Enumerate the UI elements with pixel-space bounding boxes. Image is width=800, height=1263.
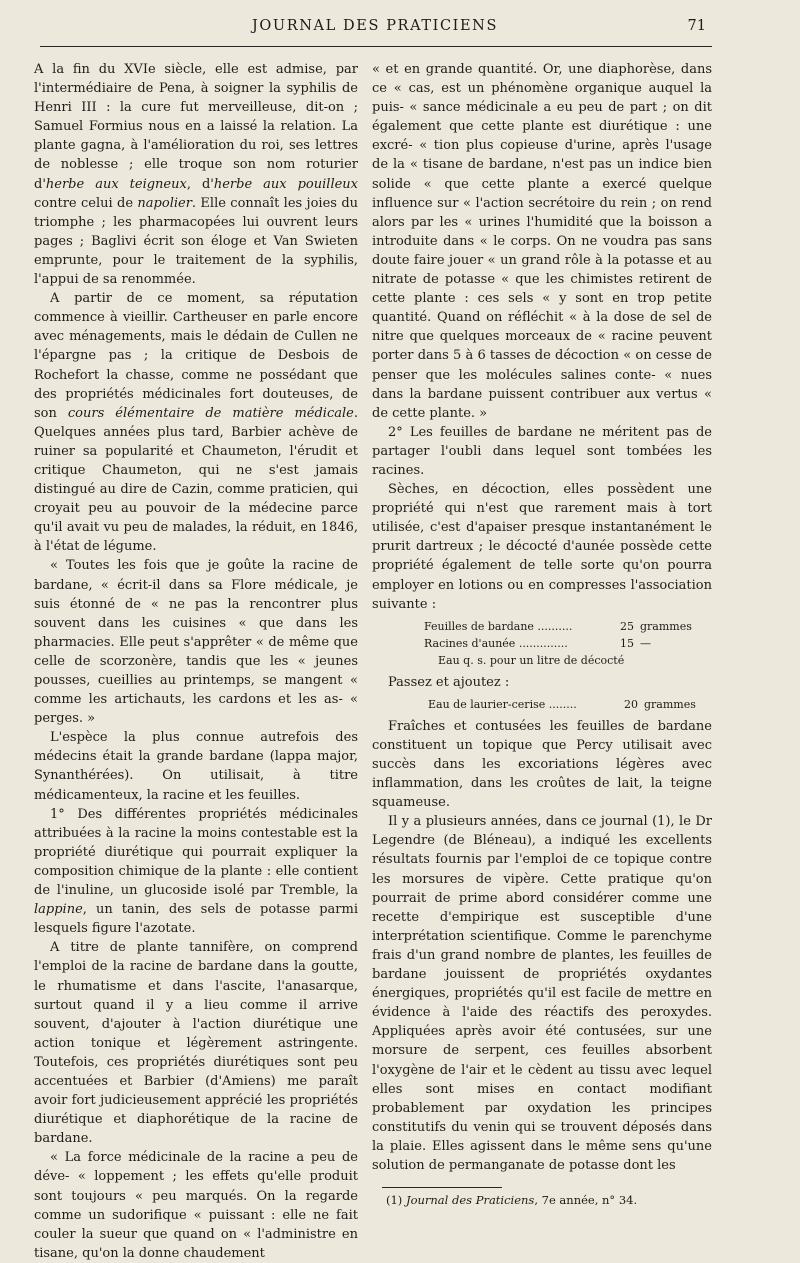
ingredient-unit: grammes [644,697,696,711]
text-run: , d' [186,176,214,192]
paragraph: 2° Les feuilles de bardane ne méritent pas de partager l'oubli dans lequel sont tombées les racines. [372,424,712,478]
quote-paragraph: « et en grande quantité. Or, une diaphorèse, dans ce « cas, est un phénomène organique auquel la puis- « sance médicinale a eu peu de part ; on dit également que cette plante est diurétique : une excré- « tion plus copieuse d'urine, après l'usage de la « tisane de bardane, n'est pas un indice bien solide « que cette plante a exercé quelque influence sur « l'action secrétoire du rein ; on rend alors par les « urines l'humidité que la boisson a introduite dans « le corps. On ne voudra pas sans doute faire jouer « un grand rôle à la potasse et au nitrate de potasse « que les chimistes retirent de cette plante : ces sels « y sont en trop petite quantité. Quand on réfléchit « à la dose de sel de nitre que quelques morceaux de « racine peuvent porter dans 5 à 6 tasses de décoction « on cesse de penser que les molécules salines conte- « nues dans la bardane puissent contribuer aux vertus « de cette plante. » [372,62,712,421]
recipe-row [372,618,712,635]
text-run: A partir de ce moment, sa réputation commence à vieillir. Cartheuser en parle encore avec ménagements, mais le dédain de Cullen ne l'épargne pas ; la critique de Desbois de Rochefort la chasse, comme ne possédant que des propriétés médicinales fort douteuses, de son [34,291,358,421]
recipe-row [372,635,712,652]
paragraph: A titre de plante tannifère, on comprend l'emploi de la racine de bardane dans la goutte, le rhumatisme et dans l'ascite, l'anasarque, surtout quand il y a lieu comme il arrive souvent, d'ajouter à l'action diurétique une action tonique et légèrement astringente. Toutefois, ces propriétés diurétiques sont peu accentuées et Barbier (d'Amiens) me paraît avoir fort judicieusement apprécié les propriétés diurétique et diaphorétique de la racine de bardane. [34,940,358,1147]
text-run: contre celui de [34,195,138,211]
ingredient-unit: grammes [640,619,692,633]
recipe-instruction: Passez et ajoutez : [388,674,510,690]
footnote [372,1192,712,1208]
text-run: . Quelques années plus tard, Barbier achève de ruiner sa popularité et Chaumeton, l'érudit et critique Chaumeton, qui ne s'est jamais distingué au dire de Cazin, comme praticien, qui croyait peu au pouvoir de la médecine parce qu'il avait vu peu de malades, la réduit, en 1846, à l'état de légume. [34,405,358,555]
italic-run: lappine [34,902,83,918]
recipe-table [372,618,712,669]
left-column [34,60,358,1263]
italic-run: herbe aux pouilleux [213,176,358,192]
ingredient-name: Eau de laurier-cerise ........ [428,697,577,711]
ingredient-name: Racines d'aunée .............. [424,636,568,650]
italic-run: napolier [137,195,192,211]
ingredient-qty: 15 [620,636,634,650]
recipe-table [372,696,712,713]
paragraph: Sèches, en décoction, elles possèdent une propriété qui n'est que rarement mais à tort utilisée, c'est d'apaiser presque instantanément le prurit dartreux ; le décocté d'aunée possède cette propriété également de telle sorte qu'on pourra employer en lotions ou en compresses l'association suivante : [372,482,712,612]
text-run: , un tanin, des sels de potasse parmi lesquels figure l'azotate. [34,902,358,937]
ingredient-qty: 25 [620,619,634,633]
paragraph [34,805,358,939]
paragraph [34,289,358,556]
recipe-note: Eau q. s. pour un litre de décocté [438,653,625,667]
quote-paragraph: « La force médicinale de la racine a peu de déve- « loppement ; les effets qu'elle produit sont toujours « peu marqués. On la regarde comme un sudorifique « puissant : elle ne fait couler la sueur que quand on « l'administre en tisane, qu'on la donne chaudement [34,1150,358,1261]
italic-run: herbe aux teigneux [45,176,187,192]
italic-run: Journal des Praticiens [405,1193,535,1208]
paragraph: Il y a plusieurs années, dans ce journal (1), le Dr Legendre (de Bléneau), a indiqué les excellents résultats fournis par l'emploi de ce topique contre les morsures de vipère. Cette pratique qu'on pourrait de prime abord considérer comme une recette d'empirique est susceptible d'une interprétation scientifique. Comme le parenchyme frais d'un grand nombre de plantes, les feuilles de bardane jouissent de propriétés oxydantes énergiques, propriétés qu'il est facile de mettre en évidence à l'aide des réactifs des peroxydes. Appliquées après avoir été contusées, sur une morsure de serpent, ces feuilles absorbent l'oxygène de l'air et le cèdent au tissu avec lequel elles sont mises en contact modifiant probablement par oxydation les principes constitutifs du venin qui se trouvent déposés dans la plaie. Elles agissent dans le même sens qu'une solution de permanganate de potasse dont les [372,814,712,1173]
text-run: . Elle connaît les joies du triomphe ; les pharmacopées lui ouvrent leurs pages ; Baglivi écrit son éloge et Van Swieten emprunte, pour le traitement de la syphilis, l'appui de sa renommée. [34,195,359,288]
text-run: , 7e année, n° 34. [534,1193,638,1208]
header-rule [40,46,712,47]
ingredient-qty: 20 [624,697,638,711]
ingredient-unit: — [640,636,651,650]
paragraph: Fraîches et contusées les feuilles de bardane constituent un topique que Percy utilisait avec succès dans les excoriations légères avec inflammation, dans les croûtes de lait, la teigne squameuse. [372,718,712,811]
text-run: A la fin du XVIe siècle, elle est admise, par l'intermédiaire de Pena, à soigner la syphilis de Henri III : la cure fut merveilleuse, dit-on ; Samuel Formius nous en a laissé la relation. La plante gagna, à l'amélioration du roi, ses lettres de noblesse ; elle troque son nom roturier d' [34,62,358,192]
text-run: (1) [386,1193,406,1208]
paragraph [34,60,358,289]
ingredient-name: Feuilles de bardane .......... [424,619,573,633]
running-title: JOURNAL DES PRATICIENS [252,18,498,34]
recipe-row [372,696,712,713]
running-header [40,18,710,40]
paragraph: L'espèce la plus connue autrefois des médecins était la grande bardane (lappa major, Synanthérées). On utilisait, à titre médicamenteux, la racine et les feuilles. [34,730,358,803]
text-run: 1° Des différentes propriétés médicinales attribuées à la racine la moins contestable est la propriété diurétique qui pourrait expliquer la composition chimique de la plante : elle contient de l'inuline, un glucoside isolé par Tremble, la [34,806,358,899]
right-column [372,60,712,1208]
page-number: 71 [687,18,706,34]
quote-paragraph: « Toutes les fois que je goûte la racine de bardane, « écrit-il dans sa Flore médicale, je suis étonné de « ne pas la rencontrer plus souvent dans les cuisines « que dans les pharmacies. Elle peut s'apprêter « de même que celle de scorzonère, tandis que les « jeunes pousses, cueillies au printemps, se mangent « comme les artichauts, les cardons et les as- « perges. » [34,558,358,727]
italic-run: cours élémentaire de matière médicale [67,405,354,421]
footnote-rule [382,1187,502,1188]
